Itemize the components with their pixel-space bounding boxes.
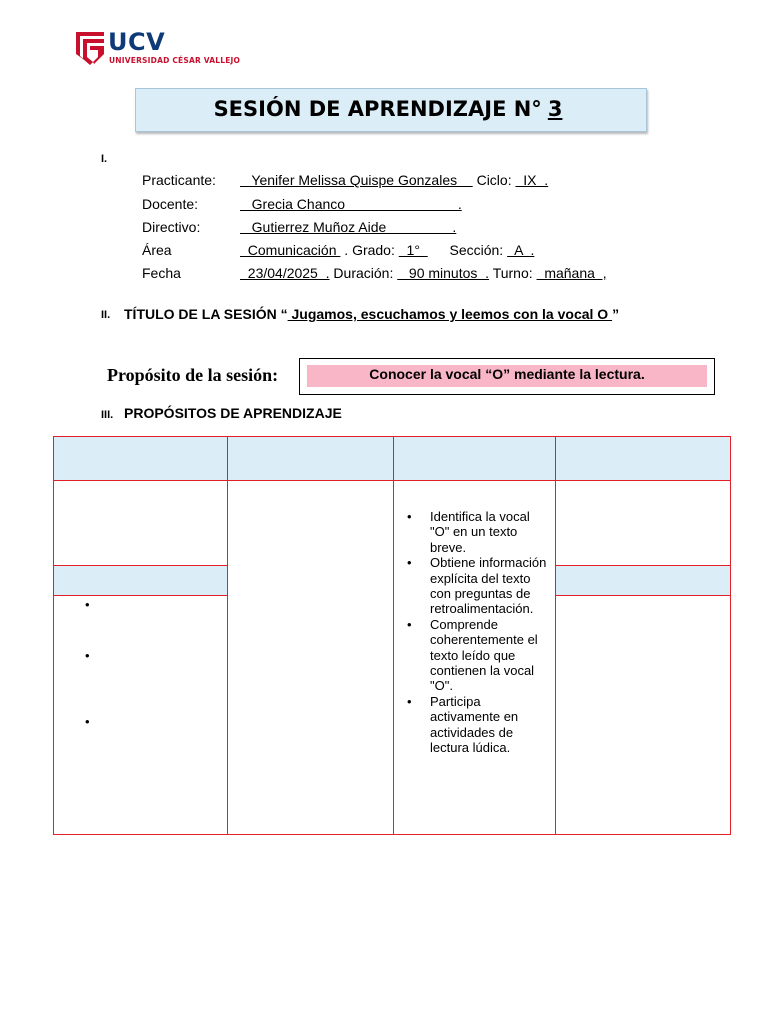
section-1-numeral: I. [101,153,108,165]
page-title [136,97,646,121]
title-label: SESIÓN DE APRENDIZAJE N° [213,97,542,121]
fecha-row [240,265,607,281]
duracion-value: 90 minutos . [397,265,490,281]
grado-label: Grado: [352,242,395,258]
session-title-label: TÍTULO DE LA SESIÓN “ [124,306,288,322]
ciclo-label: Ciclo: [476,172,512,188]
session-title-row [124,306,619,322]
fecha-value: 23/04/2025 . [240,265,330,281]
criteria-list [394,509,552,756]
list-item: • Participa activamente en actividades de lectura lúdica. [394,694,552,756]
session-number: 3 [547,97,563,121]
purpose-text: Conocer la vocal “O” mediante la lectura. [369,366,645,382]
table-cell-evidence [555,480,731,566]
table-cell-performance [227,480,394,835]
area-row [240,242,534,258]
purpose-box [299,358,715,395]
purpose-label: Propósito de la sesión: [107,365,279,385]
list-item: • Comprende coherentemente el texto leído que contienen la vocal "O". [394,617,552,694]
turno-label: Turno: [492,265,533,281]
grado-value: 1° [398,242,428,258]
ucv-shield-icon [74,30,106,68]
turno-value: mañana , [536,265,607,281]
list-item: • Obtiene información explícita del texto con preguntas de retroalimentación. [394,555,552,617]
table-cell-competency [53,480,228,566]
seccion-label: Sección: [449,242,504,258]
docente-label: Docente: [142,196,199,212]
docente-value: Grecia Chanco . [240,196,462,212]
fecha-label: Fecha [142,265,181,281]
table-cell-instrument [555,595,731,835]
table-header-cell-4 [555,436,731,481]
practicante-value: Yenifer Melissa Quispe Gonzales [240,172,473,188]
practicante-label: Practicante: [142,172,216,188]
table-cell-capacities [53,595,228,835]
capacity-bullet-1: • [85,597,90,612]
practicante-row [240,172,548,188]
area-label: Área [142,242,172,258]
section-3-title: PROPÓSITOS DE APRENDIZAJE [124,405,342,421]
table-subheader-right [555,565,731,596]
logo-subtitle: UNIVERSIDAD CÉSAR VALLEJO [109,56,241,65]
area-value: Comunicación [240,242,341,258]
table-header-cell-1 [53,436,228,481]
purpose-highlight [307,365,707,387]
session-title-close: ” [612,306,620,322]
ciclo-value: IX . [515,172,549,188]
session-title-value: Jugamos, escuchamos y leemos con la vocal O [287,306,613,322]
seccion-value: A . [507,242,535,258]
session-title-box [135,88,647,132]
list-item: • Identifica la vocal "O" en un texto breve. [394,509,552,555]
table-subheader-left [53,565,228,596]
logo-wordmark: UCV [108,28,166,56]
capacity-bullet-3: • [85,714,90,729]
section-2-numeral: II. [101,309,111,321]
duracion-label: Duración: [333,265,394,281]
area-sep: . [340,242,349,258]
table-header-cell-3 [393,436,556,481]
directivo-value: Gutierrez Muñoz Aide . [240,219,457,235]
section-3-numeral: III. [101,409,114,421]
table-cell-criteria [393,480,556,835]
table-header-cell-2 [227,436,394,481]
directivo-label: Directivo: [142,219,201,235]
capacity-bullet-2: • [85,648,90,663]
